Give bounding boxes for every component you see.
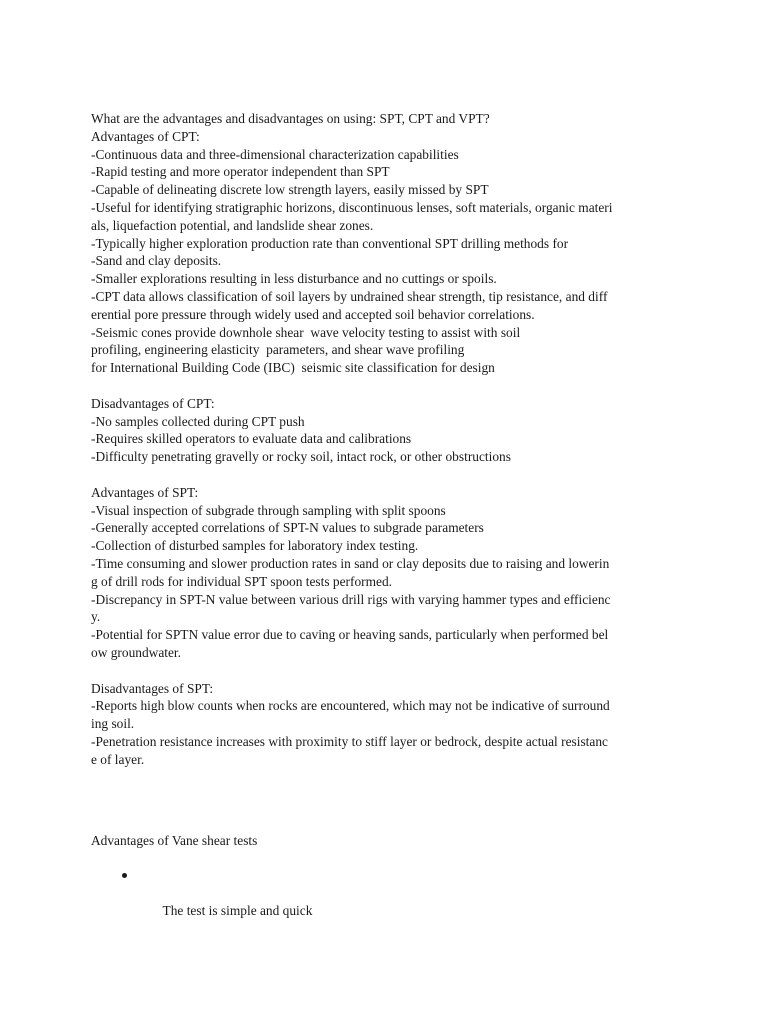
section-line: -Smaller explorations resulting in less disturbance and no cuttings or spoils. [91, 271, 497, 287]
spacer [91, 466, 691, 484]
section-line: erential pore pressure through widely used and accepted soil behavior correlations. [91, 306, 535, 322]
section-line: ow groundwater. [91, 644, 181, 660]
question-heading: What are the advantages and disadvantages on using: SPT, CPT and VPT? [91, 111, 490, 126]
list-item [91, 866, 691, 918]
spacer [91, 662, 691, 680]
section-advantages-spt [91, 484, 691, 662]
section-line: -Useful for identifying stratigraphic horizons, discontinuous lenses, soft materials, organic materi [91, 199, 613, 215]
section-line: -Time consuming and slower production rates in sand or clay deposits due to raising and lowerin [91, 555, 610, 571]
section-line: -Collection of disturbed samples for laboratory index testing. [91, 538, 419, 554]
section-heading: Advantages of CPT: [91, 128, 200, 144]
section-heading: Disadvantages of CPT: [91, 395, 215, 411]
section-line: -Potential for SPTN value error due to caving or heaving sands, particularly when performed bel [91, 627, 609, 643]
section-line: g of drill rods for individual SPT spoon tests performed. [91, 573, 393, 589]
section-line: ing soil. [91, 716, 135, 732]
section-line: y. [91, 609, 101, 625]
spacer [91, 850, 691, 866]
section-advantages-cpt [91, 128, 691, 377]
section-line: -Rapid testing and more operator independent than SPT [91, 164, 390, 180]
document-page [91, 110, 691, 918]
section-line: -Requires skilled operators to evaluate data and calibrations [91, 431, 412, 447]
section-line: -Generally accepted correlations of SPT-N values to subgrade parameters [91, 520, 484, 536]
section-line: -Discrepancy in SPT-N value between various drill rigs with varying hammer types and efficienc [91, 591, 611, 607]
section-line: als, liquefaction potential, and landslide shear zones. [91, 217, 374, 233]
section-line: -Difficulty penetrating gravelly or rocky soil, intact rock, or other obstructions [91, 449, 511, 465]
section-disadvantages-cpt [91, 395, 691, 466]
section-line: -Reports high blow counts when rocks are encountered, which may not be indicative of surround [91, 698, 610, 714]
section-line: -Seismic cones provide downhole shear wave velocity testing to assist with soil [91, 324, 521, 340]
section-line: -CPT data allows classification of soil layers by undrained shear strength, tip resistance, and diff [91, 288, 608, 304]
section-heading: Advantages of SPT: [91, 484, 199, 500]
spacer [91, 377, 691, 395]
section-line: -No samples collected during CPT push [91, 413, 305, 429]
section-disadvantages-spt [91, 680, 691, 769]
section-line: -Visual inspection of subgrade through sampling with split spoons [91, 502, 446, 518]
bullet-list [91, 866, 691, 918]
section-line: for International Building Code (IBC) seismic site classification for design [91, 360, 495, 376]
section-heading: Disadvantages of SPT: [91, 680, 214, 696]
section-line: -Capable of delineating discrete low strength layers, easily missed by SPT [91, 182, 489, 198]
section-vane-shear [91, 832, 691, 918]
section-line: profiling, engineering elasticity parameters, and shear wave profiling [91, 342, 465, 358]
bullet-icon [122, 873, 127, 878]
section-line: e of layer. [91, 751, 145, 767]
spacer [91, 768, 691, 832]
section-line: -Typically higher exploration production rate than conventional SPT drilling methods for [91, 235, 569, 251]
list-item-text: The test is simple and quick [162, 902, 313, 918]
section-heading: Advantages of Vane shear tests [91, 833, 258, 849]
section-line: -Penetration resistance increases with proximity to stiff layer or bedrock, despite actual resistanc [91, 733, 608, 749]
section-line: -Continuous data and three-dimensional characterization capabilities [91, 146, 459, 162]
section-line: -Sand and clay deposits. [91, 253, 222, 269]
